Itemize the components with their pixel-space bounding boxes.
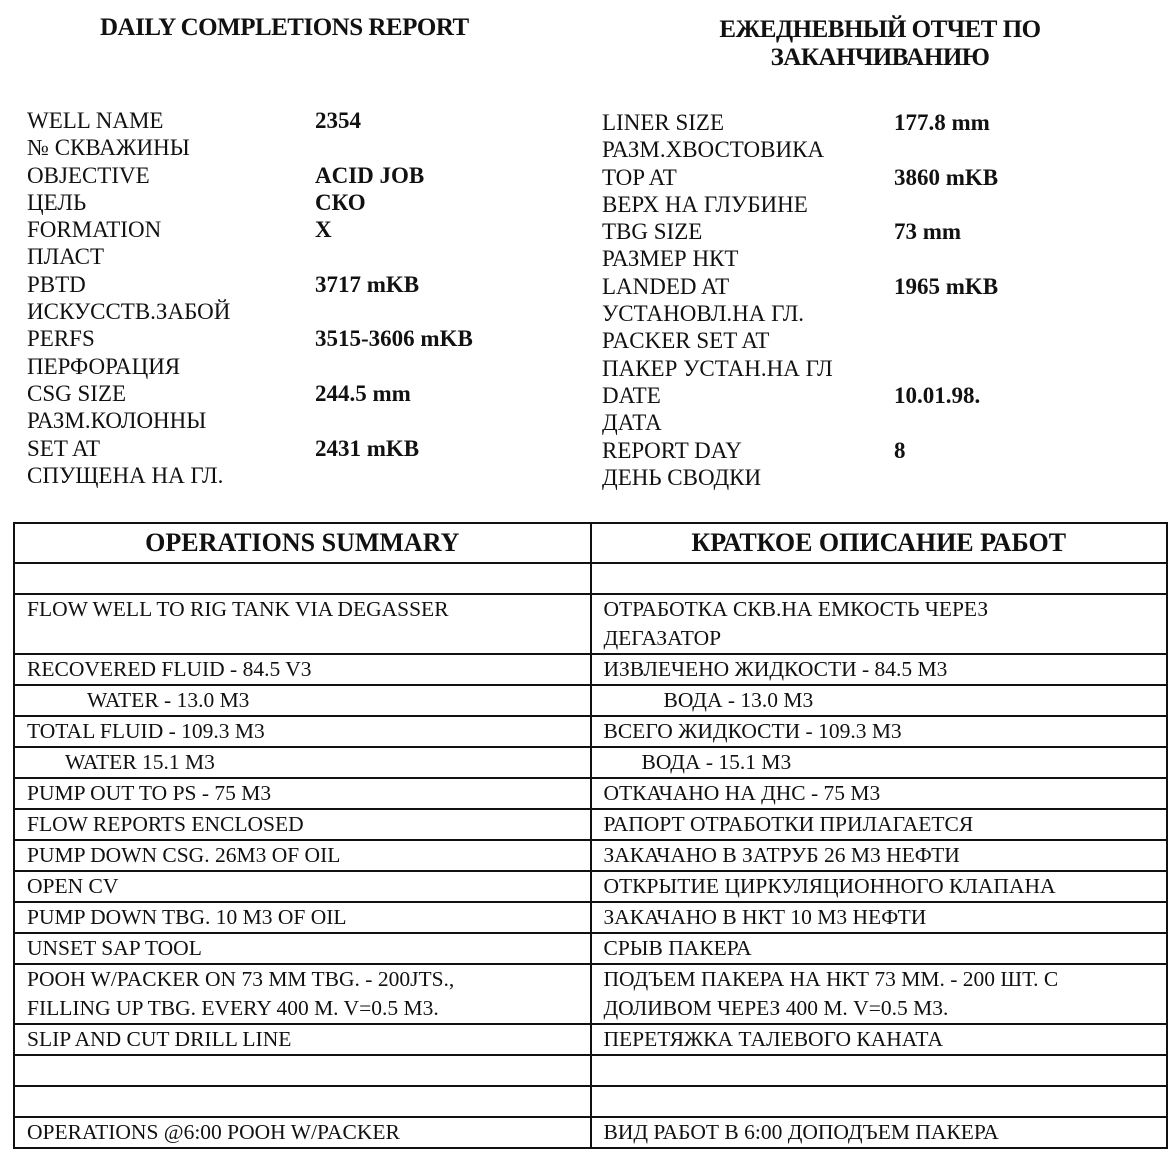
cell-text: FLOW WELL TO RIG TANK VIA DEGASSER (27, 597, 449, 621)
field-label: РАЗМЕР НКТ (602, 246, 739, 272)
cell-text: ЗАКАЧАНО В ЗАТРУБ 26 М3 НЕФТИ (603, 843, 960, 867)
report-title-ru-line2: ЗАКАНЧИВАНИЮ (770, 44, 990, 71)
field-label: ИСКУССТВ.ЗАБОЙ (27, 299, 231, 325)
field-value: 177.8 mm (894, 110, 990, 135)
table-row (14, 594, 1167, 654)
field-label: № СКВАЖИНЫ (27, 135, 190, 161)
cell-text: WATER 15.1 M3 (65, 750, 215, 774)
field-label: PERFS (27, 326, 95, 352)
field-label: ДЕНЬ СВОДКИ (602, 464, 762, 490)
cell-text: TOTAL FLUID - 109.3 M3 (27, 719, 265, 743)
table-row (14, 964, 1167, 1024)
field-label: РАЗМ.КОЛОННЫ (27, 408, 207, 434)
cell-text: ПЕРЕТЯЖКА ТАЛЕВОГО КАНАТА (603, 1027, 943, 1051)
field-value: 3717 mKB (315, 271, 420, 297)
cell-text: PUMP DOWN TBG. 10 M3 OF OIL (27, 905, 347, 929)
field-label: ЦЕЛЬ (27, 189, 87, 215)
field-label: PBTD (27, 271, 86, 297)
field-value (315, 407, 473, 434)
field-label: PACKER SET AT (602, 328, 770, 354)
field-label: REPORT DAY (602, 437, 742, 463)
operation-cell (14, 933, 591, 964)
field-value (315, 353, 473, 380)
field-value: СКО (315, 189, 366, 215)
operation-cell-ru (591, 809, 1168, 840)
table-row (14, 778, 1167, 809)
operation-cell-ru (591, 1055, 1168, 1086)
field-value (894, 300, 998, 327)
cell-text: ДЕГАЗАТОР (603, 626, 722, 650)
field-value (315, 134, 473, 161)
operation-cell (14, 778, 591, 809)
operation-cell-ru (591, 871, 1168, 902)
field-value: 3515-3606 mKB (315, 326, 473, 352)
table-row (14, 840, 1167, 871)
field-value (894, 464, 998, 491)
field-label: УСТАНОВЛ.НА ГЛ. (602, 301, 805, 327)
header-operations-summary-ru: КРАТКОЕ ОПИСАНИЕ РАБОТ (591, 523, 1168, 563)
cell-text: ВСЕГО ЖИДКОСТИ - 109.3 М3 (603, 719, 902, 743)
cell-text: ВОДА - 15.1 М3 (641, 750, 792, 774)
operation-cell-ru (591, 1117, 1168, 1148)
table-row (14, 1055, 1167, 1086)
table-row (14, 1117, 1167, 1148)
cell-text: ЗАКАЧАНО В НКТ 10 М3 НЕФТИ (603, 905, 927, 929)
field-value: 73 mm (894, 219, 962, 245)
cell-text: ВИД РАБОТ В 6:00 ДОПОДЪЕМ ПАКЕРА (603, 1120, 999, 1144)
table-row (14, 563, 1167, 594)
table-body (14, 563, 1167, 1148)
operation-cell (14, 1086, 591, 1117)
operation-cell (14, 902, 591, 933)
field-value: 10.01.98. (894, 382, 981, 408)
cell-text: OPERATIONS @6:00 POOH W/PACKER (27, 1120, 400, 1144)
operation-cell-ru (591, 964, 1168, 1024)
table-row (14, 685, 1167, 716)
field-label: ПЛАСТ (27, 244, 105, 270)
field-label: OBJECTIVE (27, 162, 150, 188)
field-value: 3860 mKB (894, 164, 999, 190)
cell-text: PUMP DOWN CSG. 26M3 OF OIL (27, 843, 341, 867)
operation-cell-ru (591, 840, 1168, 871)
field-label: WELL NAME (27, 108, 164, 133)
well-info-labels-left (27, 107, 230, 489)
field-label: DATE (602, 382, 661, 408)
cell-text: FLOW REPORTS ENCLOSED (27, 812, 304, 836)
field-label: TBG SIZE (602, 219, 703, 245)
cell-text: RECOVERED FLUID - 84.5 V3 (27, 657, 312, 681)
field-label: FORMATION (27, 217, 162, 243)
cell-text: WATER - 13.0 M3 (87, 688, 250, 712)
field-label: SET AT (27, 435, 101, 461)
table-row (14, 1024, 1167, 1055)
field-label: РАЗМ.ХВОСТОВИКА (602, 137, 825, 163)
report-title-ru (640, 16, 1120, 72)
cell-text: POOH W/PACKER ON 73 MM TBG. - 200JTS., (27, 967, 455, 991)
field-label: ПАКЕР УСТАН.НА ГЛ (602, 355, 833, 381)
cell-text: PUMP OUT TO PS - 75 M3 (27, 781, 272, 805)
cell-text: ПОДЪЕМ ПАКЕРА НА НКТ 73 ММ. - 200 ШТ. С (603, 967, 1059, 991)
operation-cell-ru (591, 594, 1168, 654)
field-value (894, 409, 998, 436)
cell-text: OPEN CV (27, 874, 119, 898)
table-header-row (14, 523, 1167, 563)
field-label: ПЕРФОРАЦИЯ (27, 353, 181, 379)
operation-cell-ru (591, 1086, 1168, 1117)
field-label: LINER SIZE (602, 110, 725, 135)
operation-cell-ru (591, 902, 1168, 933)
table-row (14, 933, 1167, 964)
cell-text: FILLING UP TBG. EVERY 400 M. V=0.5 M3. (27, 996, 439, 1020)
field-value (315, 462, 473, 489)
field-label: LANDED AT (602, 273, 730, 299)
field-value (894, 327, 998, 354)
operation-cell-ru (591, 685, 1168, 716)
table-row (14, 809, 1167, 840)
cell-text: СРЫВ ПАКЕРА (603, 936, 752, 960)
cell-text: ИЗВЛЕЧЕНО ЖИДКОСТИ - 84.5 М3 (603, 657, 948, 681)
operation-cell (14, 809, 591, 840)
cell-text: ОТКРЫТИЕ ЦИРКУЛЯЦИОННОГО КЛАПАНА (603, 874, 1056, 898)
operation-cell (14, 1055, 591, 1086)
operations-summary-table (13, 522, 1168, 1149)
operation-cell (14, 594, 591, 654)
field-value (315, 298, 473, 325)
operation-cell-ru (591, 716, 1168, 747)
field-label: TOP AT (602, 164, 677, 190)
well-info-values-right (894, 109, 998, 491)
well-info-labels-right (602, 109, 833, 491)
table-row (14, 716, 1167, 747)
operation-cell (14, 1024, 591, 1055)
field-value (894, 355, 998, 382)
header-operations-summary: OPERATIONS SUMMARY (14, 523, 591, 563)
field-value (894, 136, 998, 163)
table-row (14, 871, 1167, 902)
field-label: CSG SIZE (27, 380, 127, 406)
operation-cell-ru (591, 563, 1168, 594)
cell-text: ОТРАБОТКА СКВ.НА ЕМКОСТЬ ЧЕРЕЗ (603, 597, 989, 621)
operation-cell (14, 871, 591, 902)
field-label: ВЕРХ НА ГЛУБИНЕ (602, 191, 808, 217)
operation-cell (14, 685, 591, 716)
operation-cell-ru (591, 778, 1168, 809)
well-info-values-left (315, 107, 473, 489)
operation-cell (14, 1117, 591, 1148)
operation-cell (14, 840, 591, 871)
field-value (894, 191, 998, 218)
operation-cell-ru (591, 933, 1168, 964)
operation-cell-ru (591, 747, 1168, 778)
field-value: 2354 (315, 108, 361, 133)
table-row (14, 747, 1167, 778)
field-value (315, 243, 473, 270)
field-value: 8 (894, 437, 906, 463)
cell-text: РАПОРТ ОТРАБОТКИ ПРИЛАГАЕТСЯ (603, 812, 974, 836)
field-value: 2431 mKB (315, 435, 420, 461)
operation-cell (14, 747, 591, 778)
cell-text: SLIP AND CUT DRILL LINE (27, 1027, 292, 1051)
field-value (894, 245, 998, 272)
operation-cell-ru (591, 1024, 1168, 1055)
report-title-ru-line1: ЕЖЕДНЕВНЫЙ ОТЧЕТ ПО (719, 16, 1041, 43)
field-value: ACID JOB (315, 162, 425, 188)
operation-cell (14, 716, 591, 747)
cell-text: UNSET SAP TOOL (27, 936, 202, 960)
field-label: СПУЩЕНА НА ГЛ. (27, 462, 224, 488)
cell-text: ОТКАЧАНО НА ДНС - 75 М3 (603, 781, 881, 805)
table-row (14, 1086, 1167, 1117)
field-label: ДАТА (602, 410, 662, 436)
operation-cell (14, 563, 591, 594)
cell-text: ВОДА - 13.0 М3 (663, 688, 814, 712)
operation-cell (14, 964, 591, 1024)
operation-cell (14, 654, 591, 685)
field-value: 244.5 mm (315, 380, 411, 406)
table-row (14, 902, 1167, 933)
field-value: X (315, 217, 332, 243)
report-title-en: DAILY COMPLETIONS REPORT (100, 14, 469, 41)
table-row (14, 654, 1167, 685)
field-value: 1965 mKB (894, 273, 999, 299)
operation-cell-ru (591, 654, 1168, 685)
cell-text: ДОЛИВОМ ЧЕРЕЗ 400 М. V=0.5 М3. (603, 996, 949, 1020)
